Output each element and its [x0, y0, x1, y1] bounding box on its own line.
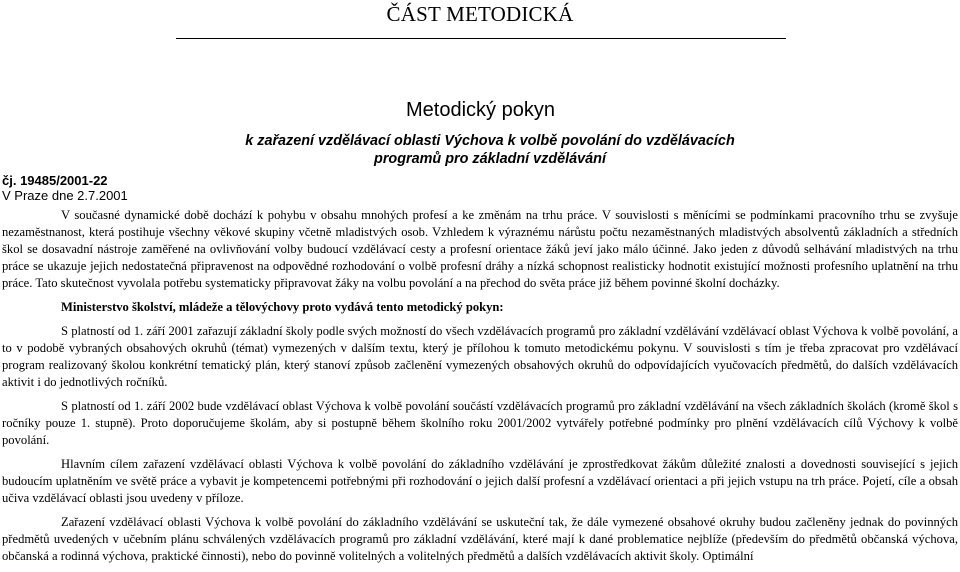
- paragraph-ministry-statement: Ministerstvo školství, mládeže a tělovýchovy proto vydává tento metodický pokyn:: [61, 300, 504, 314]
- reference-place-date: V Praze dne 2.7.2001: [2, 188, 128, 203]
- paragraph-2001: S platností od 1. září 2001 zařazují základní školy podle svých možností do všech vzdělávacích programů pro základní vzdělávání vzdělávací oblast Výchova k volbě povolání, a to v podobě vybraných obsahových okruhů (témat) vymezených v dalším textu, který je přílohou k tomuto metodickému pokynu. V souvislosti s tím je třeba zpracovat pro vzdělávací program realizovaný školou konkrétní tematický plán, který stanoví způsob začlenění vymezených obsahových okruhů do odpovídajících vyučovacích předmětů, do dalších vzdělávacích aktivit i do jednotlivých ročníků.: [2, 324, 958, 389]
- reference-block: [2, 173, 128, 203]
- section-divider: [176, 38, 786, 39]
- document-title: Metodický pokyn: [406, 99, 555, 121]
- paragraph-main-goal: Hlavním cílem zařazení vzdělávací oblasti Výchova k volbě povolání do základního vzdělávání je zprostředkovat žákům důležité znalosti a dovednosti související s jejich budoucím uplatněním ve světě práce a vybavit je kompetencemi potřebnými při rozhodování o jejich další profesní a vzdělávací orientaci a při jejich vstupu na trh práce. Pojetí, cíle a obsah učiva vzdělávací oblasti jsou uvedeny v příloze.: [2, 457, 958, 505]
- document-body: [2, 207, 958, 572]
- paragraph-implementation: Zařazení vzdělávací oblasti Výchova k volbě povolání do základního vzdělávání se uskuteční tak, že dále vymezené obsahové okruhy budou začleněny jednak do povinných předmětů uvedených v učebním plánu schválených vzdělávacích programů pro základní vzdělávání, které mají k dané problematice nejblíže (především do předmětů občanská výchova, občanská a rodinná výchova, praktické činnosti), nebo do povinně volitelných a volitelných předmětů a dalších vzdělávacích aktivit školy. Optimální: [2, 515, 958, 563]
- paragraph-2002: S platností od 1. září 2002 bude vzdělávací oblast Výchova k volbě povolání součástí vzdělávacích programů pro základní vzdělávání na všech základních školách (kromě škol s ročníky pouze 1. stupně). Proto doporučujeme školám, aby si postupně během školního roku 2001/2002 vytvářely potřebné podmínky pro plnění vzdělávacích cílů Výchovy k volbě povolání.: [2, 399, 958, 447]
- document-subtitle: k zařazení vzdělávací oblasti Výchova k volbě povolání do vzdělávacích programů pro základní vzdělávání: [245, 133, 735, 167]
- reference-number: čj. 19485/2001-22: [2, 173, 108, 188]
- paragraph-intro: V současné dynamické době dochází k pohybu v obsahu mnohých profesí a ke změnám na trhu práce. V souvislosti s měnícími se podmínkami pracovního trhu se zvyšuje nezaměstnanost, která postihuje všechny věkové skupiny včetně mladistvých osob. Vzhledem k výraznému nárůstu počtu nezaměstnaných mladistvých absolventů základních a středních škol se dosavadní nástroje zaměřené na ovlivňování volby budoucí vzdělávací cesty a profesní orientace žáků jeví jako málo účinné. Jako jeden z důvodů selhávání mladistvých na trhu práce se ukazuje jejich nedostatečná připravenost na odpovědné rozhodování o volbě profesní dráhy a nízká schopnost realisticky hodnotit existující možnosti profesního uplatnění na trhu práce. Tato skutečnost vyvolala potřebu systematicky připravovat žáky na volbu povolání a na přechod do světa práce již během povinné školní docházky.: [2, 208, 958, 290]
- section-title: ČÁST METODICKÁ: [386, 2, 574, 26]
